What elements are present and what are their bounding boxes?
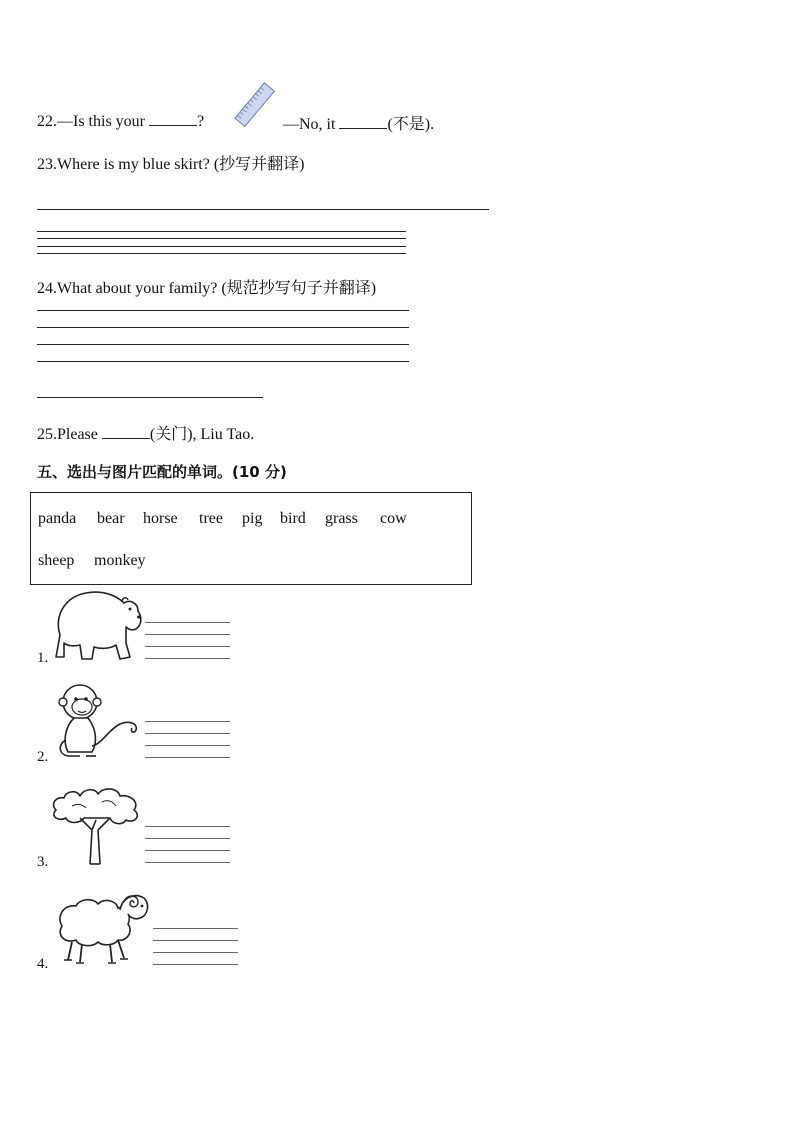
- q23-line-3[interactable]: [37, 238, 406, 239]
- word-bank-box: [30, 492, 472, 585]
- q25-part1: 25.Please: [37, 426, 98, 443]
- picture-3-line-4[interactable]: [145, 862, 230, 863]
- picture-3-number: 3.: [37, 854, 49, 870]
- picture-3-line-1[interactable]: [145, 826, 230, 827]
- ruler-icon: [230, 80, 280, 130]
- q22-blank-2[interactable]: [339, 114, 387, 129]
- picture-3-line-2[interactable]: [145, 838, 230, 839]
- picture-1-line-4[interactable]: [145, 658, 230, 659]
- picture-2-line-2[interactable]: [145, 733, 230, 734]
- q23-line-4[interactable]: [37, 246, 406, 247]
- picture-2-line-3[interactable]: [145, 745, 230, 746]
- monkey-icon: [52, 680, 144, 762]
- q22-number: 22.: [37, 113, 57, 130]
- q22-part1: —Is this your: [57, 113, 145, 130]
- q22-hint: (不是).: [387, 116, 435, 133]
- q24-line-4[interactable]: [37, 361, 409, 362]
- question-25: [37, 421, 254, 444]
- question-24: 24.What about your family? (规范抄写句子并翻译): [37, 280, 377, 297]
- picture-4-line-4[interactable]: [153, 964, 238, 965]
- word-monkey: monkey: [94, 552, 146, 569]
- q25-blank[interactable]: [102, 424, 150, 439]
- q23-line-1[interactable]: [37, 209, 489, 210]
- q24-line-3[interactable]: [37, 344, 409, 345]
- picture-1-line-2[interactable]: [145, 634, 230, 635]
- q22-part2: —No, it: [283, 116, 336, 133]
- question-22: [37, 111, 204, 131]
- word-sheep: sheep: [38, 552, 75, 569]
- q25-hint: (关门), Liu Tao.: [149, 426, 255, 443]
- word-tree: tree: [199, 510, 223, 527]
- q24-line-5[interactable]: [37, 397, 263, 398]
- q24-line-1[interactable]: [37, 310, 409, 311]
- bear-icon: [50, 587, 146, 665]
- picture-4-line-1[interactable]: [153, 928, 238, 929]
- question-23: 23.Where is my blue skirt? (抄写并翻译): [37, 156, 305, 173]
- picture-2-line-4[interactable]: [145, 757, 230, 758]
- tree-icon: [50, 784, 144, 868]
- picture-1-number: 1.: [37, 650, 49, 666]
- sheep-icon: [52, 886, 152, 968]
- picture-1-line-3[interactable]: [145, 646, 230, 647]
- picture-1-line-1[interactable]: [145, 622, 230, 623]
- section-5-title: 五、选出与图片匹配的单词。(10 分): [37, 463, 287, 481]
- q23-line-2[interactable]: [37, 231, 406, 232]
- word-pig: pig: [242, 510, 263, 527]
- q23-line-5[interactable]: [37, 253, 406, 254]
- picture-4-line-2[interactable]: [153, 940, 238, 941]
- picture-4-line-3[interactable]: [153, 952, 238, 953]
- picture-3-line-3[interactable]: [145, 850, 230, 851]
- word-grass: grass: [325, 510, 358, 527]
- word-panda: panda: [38, 510, 77, 527]
- question-22-answer: [283, 111, 434, 134]
- q24-line-2[interactable]: [37, 327, 409, 328]
- q22-qmark: ?: [197, 113, 205, 130]
- picture-2-number: 2.: [37, 749, 49, 765]
- q22-blank-1[interactable]: [149, 111, 197, 126]
- word-cow: cow: [380, 510, 407, 527]
- picture-4-number: 4.: [37, 956, 49, 972]
- word-bird: bird: [280, 510, 306, 527]
- picture-2-line-1[interactable]: [145, 721, 230, 722]
- word-bear: bear: [97, 510, 125, 527]
- word-horse: horse: [143, 510, 178, 527]
